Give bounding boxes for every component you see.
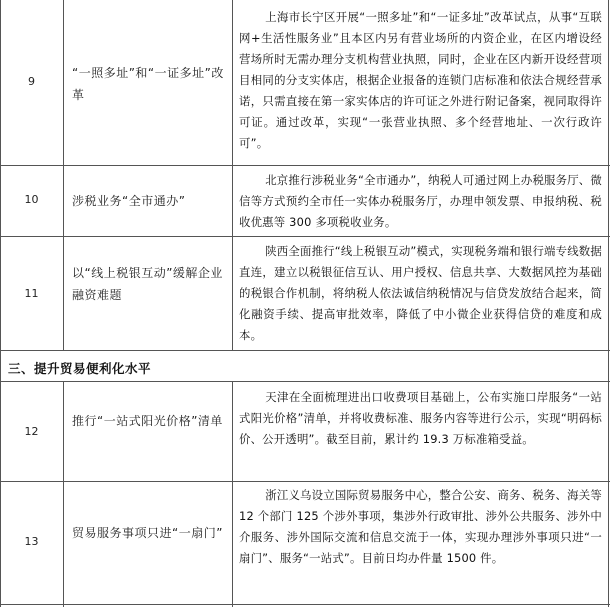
row-divider	[0, 381, 610, 382]
row-divider	[0, 481, 610, 482]
row-number: 9	[28, 75, 35, 88]
item-description: 陕西全面推行“线上税银互动”模式，实现税务端和银行端专线数据直连，建立以税银征信互认、用户授权、信息共享、大数据风控为基础的税银合作机制，将纳税人依法诚信纳税情况与信贷发放结合起来，简化融资手续、提高审批效率，降低了中小微企业获得信贷的难度和成本。	[239, 244, 602, 342]
item-title: 涉税业务“全市通办”	[72, 194, 186, 208]
item-description: 浙江义乌设立国际贸易服务中心，整合公安、商务、税务、海关等 12 个部门 125 个涉外事项，集涉外行政审批、涉外公共服务、涉外中介服务、涉外国际交流和信息交流于一体，实现办理涉外事项只进“一扇门”、服务“一站式”。目前日均办件量 1500 件。	[239, 488, 602, 565]
row-divider	[0, 165, 610, 166]
column-divider	[608, 0, 609, 607]
row-number: 12	[24, 425, 39, 438]
item-description: 天津在全面梳理进出口收费项目基础上，公布实施口岸服务“一站式阳光价格”清单，并将收费标准、服务内容等进行公示，实现“明码标价、公开透明”。截至目前，累计约 19.3 万标准箱受益。	[239, 390, 602, 446]
item-description: 北京推行涉税业务“全市通办”，纳税人可通过网上办税服务厅、微信等方式预约全市任一实体办税服务厅，办理申领发票、申报纳税、税收优惠等 300 多项税收业务。	[239, 173, 602, 229]
row-number: 10	[24, 193, 39, 206]
column-divider	[63, 0, 64, 350]
column-divider	[232, 0, 233, 350]
row-number: 11	[24, 287, 39, 300]
item-title: 以“线上税银互动”缓解企业融资难题	[72, 266, 223, 302]
item-title: “一照多址”和“一证多址”改革	[72, 66, 224, 102]
row-divider	[0, 604, 610, 605]
row-divider	[0, 350, 610, 351]
item-title: 贸易服务事项只进“一扇门”	[72, 526, 223, 540]
item-title: 推行“一站式阳光价格”清单	[72, 414, 223, 428]
column-divider	[232, 381, 233, 607]
section-heading: 三、提升贸易便利化水平	[8, 361, 152, 376]
item-description: 上海市长宁区开展“一照多址”和“一证多址”改革试点，从事“互联网+生活性服务业”且本区内另有营业场所的内资企业，在区内增设经营场所时无需办理分支机构营业执照，同时，企业在区内新开设经营项目相同的分支实体店，根据企业报备的连锁门店标准和依法合规经营承诺，只需直接在第一家实体店的许可证之外进行附记备案，视同取得许可证。通过改革，实现“一张营业执照、多个经营地址、一次行政许可”。	[239, 10, 602, 150]
column-divider	[0, 0, 1, 607]
column-divider	[63, 381, 64, 607]
row-number: 13	[24, 535, 39, 548]
row-divider	[0, 236, 610, 237]
